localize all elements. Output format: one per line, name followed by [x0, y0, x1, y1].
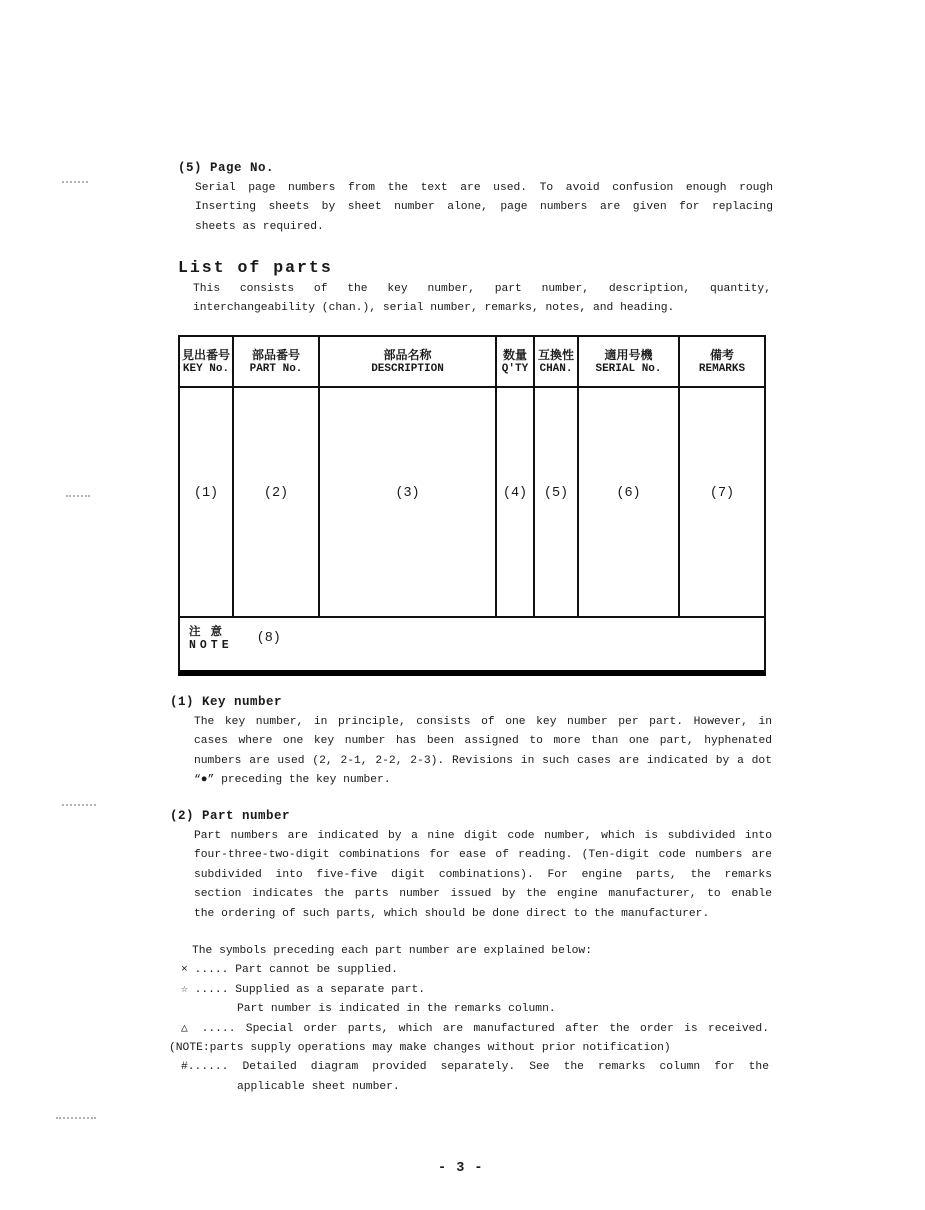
body-cell-serial-no: (6) — [579, 388, 680, 616]
body-cell-qty: (4) — [497, 388, 535, 616]
text-line: subdivided into five-five digit combinations). For engine parts, the remarks — [194, 868, 772, 881]
symbol-line-star: ☆ ..... Supplied as a separate part. — [181, 983, 426, 996]
section-key-number — [170, 695, 772, 791]
symbol-line-note: (NOTE:parts supply operations may make changes without prior notification) — [169, 1042, 671, 1055]
symbol-legend-intro: The symbols preceding each part number are explained below: — [192, 945, 592, 957]
text-line: four-three-two-digit combinations for ease of reading. (Ten-digit code numbers are — [194, 849, 772, 862]
header-cell-serial-no — [579, 337, 680, 386]
page-number: - 3 - — [438, 1161, 484, 1176]
header-jp-label: 部品名称 — [383, 347, 432, 362]
symbol-line-cross: × ..... Part cannot be supplied. — [181, 964, 398, 977]
symbol-line-hash-continuation: applicable sheet number. — [237, 1080, 400, 1093]
list-of-parts-paragraph — [193, 280, 771, 319]
note-placeholder: (8) — [256, 631, 281, 646]
table-header-row — [180, 337, 764, 388]
section-page-no — [178, 161, 773, 237]
section-part-number-paragraph — [194, 827, 772, 924]
margin-mark — [66, 495, 90, 497]
body-cell-remarks: (7) — [709, 486, 735, 501]
body-cell-key-no: (1) — [180, 388, 234, 616]
text-line: sheets as required. — [195, 220, 324, 233]
header-en-label: PART No. — [249, 362, 303, 375]
text-line: numbers are used (2, 2-1, 2-2, 2-3). Revisions in such cases are indicated by a dot — [194, 754, 772, 767]
header-cell-key-no — [180, 337, 234, 386]
header-en-label: DESCRIPTION — [371, 362, 444, 375]
table-note-row — [180, 618, 764, 670]
text-line: Part numbers are indicated by a nine digit code number, which is subdivided into — [194, 830, 772, 842]
symbol-line-star-continuation: Part number is indicated in the remarks column. — [237, 1003, 556, 1016]
margin-mark — [62, 181, 88, 183]
header-jp-label: 見出番号 — [181, 347, 230, 362]
note-label — [189, 625, 233, 653]
header-jp-label: 数量 — [502, 347, 527, 362]
parts-list-table — [178, 335, 766, 676]
text-line: Inserting sheets by sheet number alone, page numbers are given for replacing — [195, 201, 773, 214]
header-en-label: SERIAL No. — [595, 362, 662, 375]
header-en-label: CHAN. — [539, 362, 573, 375]
section-page-no-heading: (5) Page No. — [178, 161, 275, 175]
header-jp-label: 備考 — [709, 347, 734, 362]
section-part-number — [170, 809, 772, 924]
symbol-line-hash: #...... Detailed diagram provided separately. See the remarks column for the — [181, 1061, 769, 1074]
header-jp-label: 互換性 — [537, 347, 574, 362]
header-en-label: Q'TY — [501, 362, 529, 375]
note-label-en: NOTE — [189, 639, 233, 652]
text-line: interchangeability (chan.), serial number, remarks, notes, and heading. — [193, 302, 675, 315]
symbol-line-triangle: △ ..... Special order parts, which are manufactured after the order is received. — [181, 1022, 769, 1035]
section-list-of-parts — [178, 258, 771, 319]
text-line: section indicates the parts number issued by the engine manufacturer, to enable — [194, 888, 772, 901]
section-page-no-paragraph — [195, 179, 773, 237]
table-body-row — [180, 388, 764, 618]
list-of-parts-heading: List of parts — [178, 258, 333, 277]
section-key-number-paragraph — [194, 713, 772, 791]
section-key-number-heading: (1) Key number — [170, 695, 283, 709]
header-en-label: KEY No. — [182, 362, 230, 375]
header-jp-label: 部品番号 — [251, 347, 300, 362]
text-line: The key number, in principle, consists of one key number per part. However, in — [194, 716, 772, 728]
header-cell-chan — [535, 337, 579, 386]
text-line: “●” preceding the key number. — [194, 774, 391, 787]
text-line: the ordering of such parts, which should be done direct to the manufacturer. — [194, 907, 710, 920]
symbol-legend — [169, 942, 769, 1097]
text-line: This consists of the key number, part number, description, quantity, — [193, 283, 771, 295]
header-cell-qty — [497, 337, 535, 386]
body-cell-chan: (5) — [535, 388, 579, 616]
header-cell-part-no — [234, 337, 320, 386]
header-cell-remarks — [680, 337, 764, 386]
header-en-label: REMARKS — [698, 362, 746, 375]
body-cell-part-no: (2) — [234, 388, 320, 616]
text-line: cases where one key number has been assigned to more than one part, hyphenated — [194, 735, 772, 748]
text-line: Serial page numbers from the text are used. To avoid confusion enough rough — [195, 182, 773, 194]
note-label-jp: 注意 — [189, 624, 232, 638]
body-cell-description: (3) — [320, 388, 497, 616]
section-part-number-heading: (2) Part number — [170, 809, 291, 823]
header-cell-description — [320, 337, 497, 386]
header-jp-label: 適用号機 — [604, 347, 653, 362]
margin-mark — [62, 804, 96, 806]
margin-mark — [56, 1117, 96, 1119]
